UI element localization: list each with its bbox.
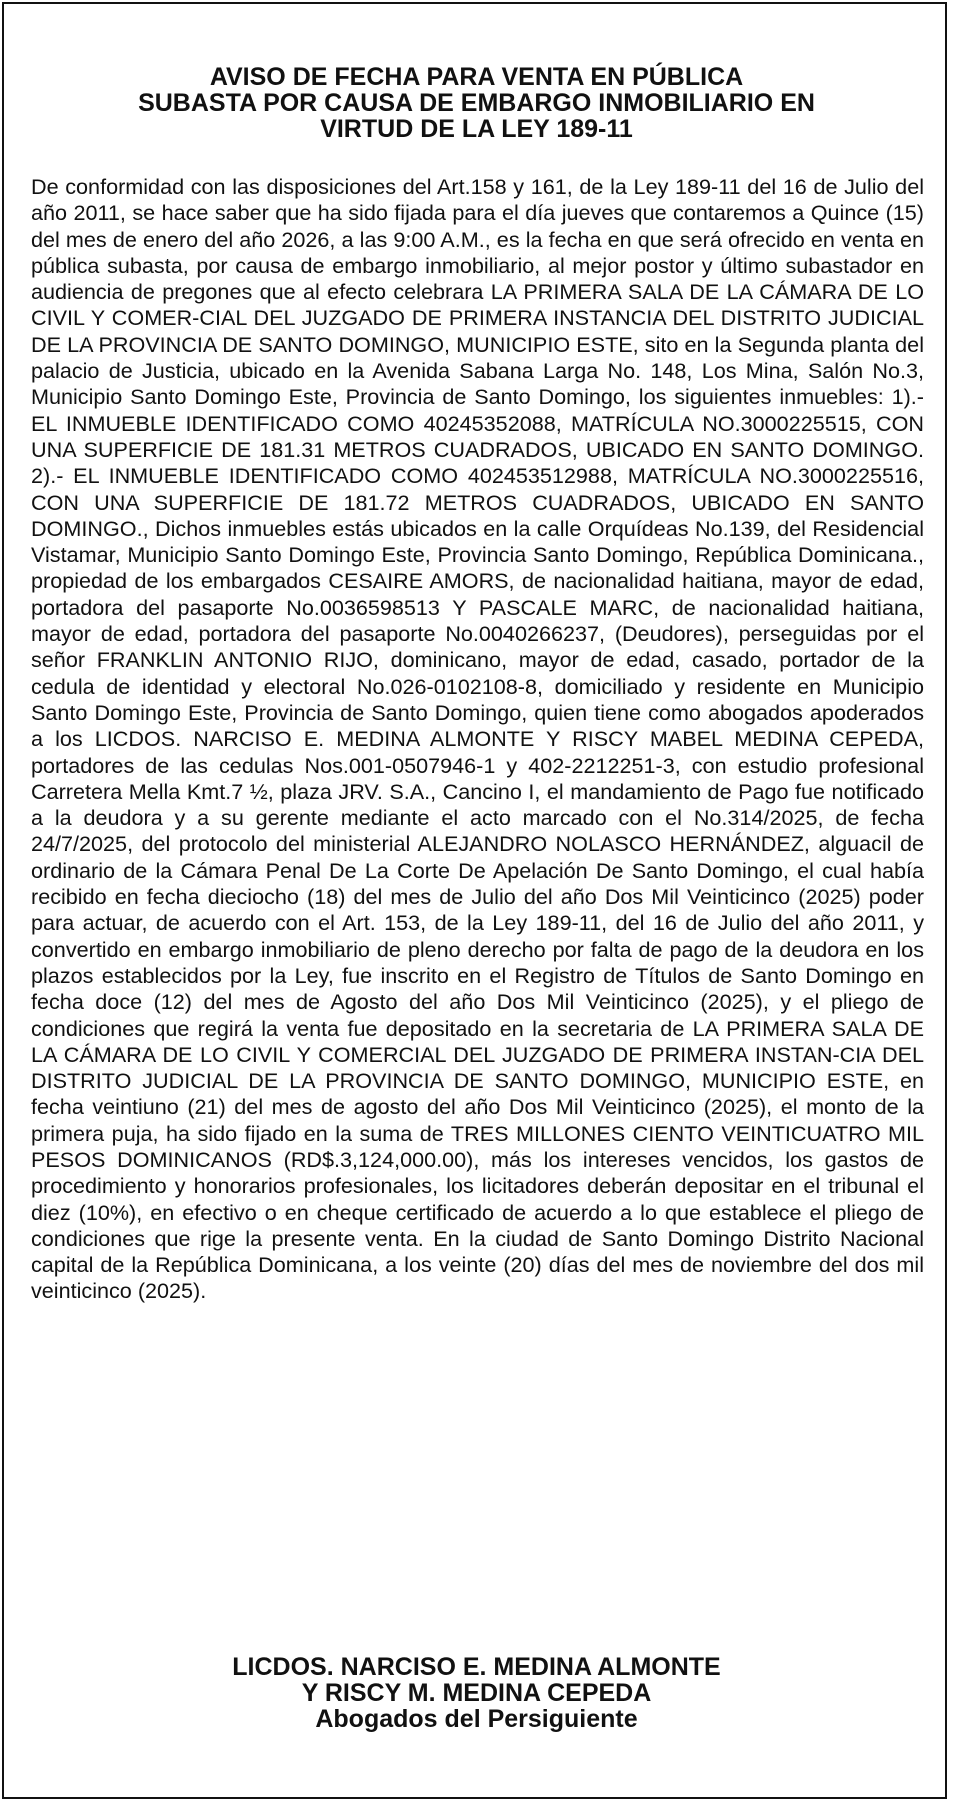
signature-block (80, 1654, 873, 1732)
title-line-1: AVISO DE FECHA PARA VENTA EN PÚBLICA (209, 63, 744, 91)
notice-title (80, 64, 873, 142)
signature-line-1: LICDOS. NARCISO E. MEDINA ALMONTE (232, 1653, 721, 1681)
signature-line-2: Y RISCY M. MEDINA CEPEDA (301, 1679, 652, 1707)
signature-line-3: Abogados del Persiguiente (315, 1705, 638, 1733)
notice-body: De conformidad con las disposiciones del Art.158 y 161, de la Ley 189-11 del 16 de Julio del año 2011, se hace saber que ha sido fijada para el día jueves que contaremos a Quince (15) del mes de enero del año 2026, a las 9:00 A.M., es la fecha en que será ofrecido en venta en pública subasta, por causa de embargo inmobiliario, al mejor postor y último subastador en audiencia de pregones que al efecto celebrara LA PRIMERA SALA DE LA CÁMARA DE LO CIVIL Y COMER-CIAL DEL JUZGADO DE PRIMERA INSTANCIA DEL DISTRITO JUDICIAL DE LA PROVINCIA DE SANTO DOMINGO, MUNICIPIO ESTE, sito en la Segunda planta del palacio de Justicia, ubicado en la Avenida Sabana Larga No. 148, Los Mina, Salón No.3, Municipio Santo Domingo Este, Provincia de Santo Domingo, los siguientes inmuebles: 1).- EL INMUEBLE IDENTIFICADO COMO 40245352088, MATRÍCULA NO.3000225515, CON UNA SUPERFICIE DE 181.31 METROS CUADRADOS, UBICADO EN SANTO DOMINGO. 2).- EL INMUEBLE IDENTIFICADO COMO 402453512988, MATRÍCULA NO.3000225516, CON UNA SUPERFICIE DE 181.72 METROS CUADRADOS, UBICADO EN SANTO DOMINGO., Dichos inmuebles estás ubicados en la calle Orquídeas No.139, del Residencial Vistamar, Municipio Santo Domingo Este, Provincia Santo Domingo, República Dominicana., propiedad de los embargados CESAIRE AMORS, de nacionalidad haitiana, mayor de edad, portadora del pasaporte No.0036598513 Y PASCALE MARC, de nacionalidad haitiana, mayor de edad, portadora del pasaporte No.0040266237, (Deudores), perseguidas por el señor FRANKLIN ANTONIO RIJO, dominicano, mayor de edad, casado, portador de la cedula de identidad y electoral No.026-0102108-8, domiciliado y residente en Municipio Santo Domingo Este, Provincia de Santo Domingo, quien tiene como abogados apoderados a los LICDOS. NARCISO E. MEDINA ALMONTE Y RISCY MABEL MEDINA CEPEDA, portadores de las cedulas Nos.001-0507946-1 y 402-2212251-3, con estudio profesional Carretera Mella Kmt.7 ½, plaza JRV. S.A., Cancino I, el mandamiento de Pago fue notificado a la deudora y a su gerente mediante el acto marcado con el No.314/2025, de fecha 24/7/2025, del protocolo del ministerial ALEJANDRO NOLASCO HERNÁNDEZ, alguacil de ordinario de la Cámara Penal De La Corte De Apelación De Santo Domingo, el cual había recibido en fecha dieciocho (18) del mes de Julio del año Dos Mil Veinticinco (2025) poder para actuar, de acuerdo con el Art. 153, de la Ley 189-11, del 16 de Julio del año 2011, y convertido en embargo inmobiliario de pleno derecho por falta de pago de la deudora en los plazos establecidos por la Ley, fue inscrito en el Registro de Títulos de Santo Domingo en fecha doce (12) del mes de Agosto del año Dos Mil Veinticinco (2025), y el pliego de condiciones que regirá la venta fue depositado en la secretaria de LA PRIMERA SALA DE LA CÁMARA DE LO CIVIL Y COMERCIAL DEL JUZGADO DE PRIMERA INSTAN-CIA DEL DISTRITO JUDICIAL DE LA PROVINCIA DE SANTO DOMINGO, MUNICIPIO ESTE, en fecha veintiuno (21) del mes de agosto del año Dos Mil Veinticinco (2025), el monto de la primera puja, ha sido fijado en la suma de TRES MILLONES CIENTO VEINTICUATRO MIL PESOS DOMINICANOS (RD$.3,124,000.00), más los intereses vencidos, los gastos de procedimiento y honorarios profesionales, los licitadores deberán depositar en el tribunal el diez (10%), en efectivo o en cheque certificado de acuerdo a lo que establece el pliego de condiciones que rige la presente venta. En la ciudad de Santo Domingo Distrito Nacional capital de la República Dominicana, a los veinte (20) días del mes de noviembre del dos mil veinticinco (2025). (31, 174, 924, 1304)
title-line-3: VIRTUD DE LA LEY 189-11 (320, 115, 633, 143)
title-line-2: SUBASTA POR CAUSA DE EMBARGO INMOBILIARIO EN (138, 89, 815, 117)
